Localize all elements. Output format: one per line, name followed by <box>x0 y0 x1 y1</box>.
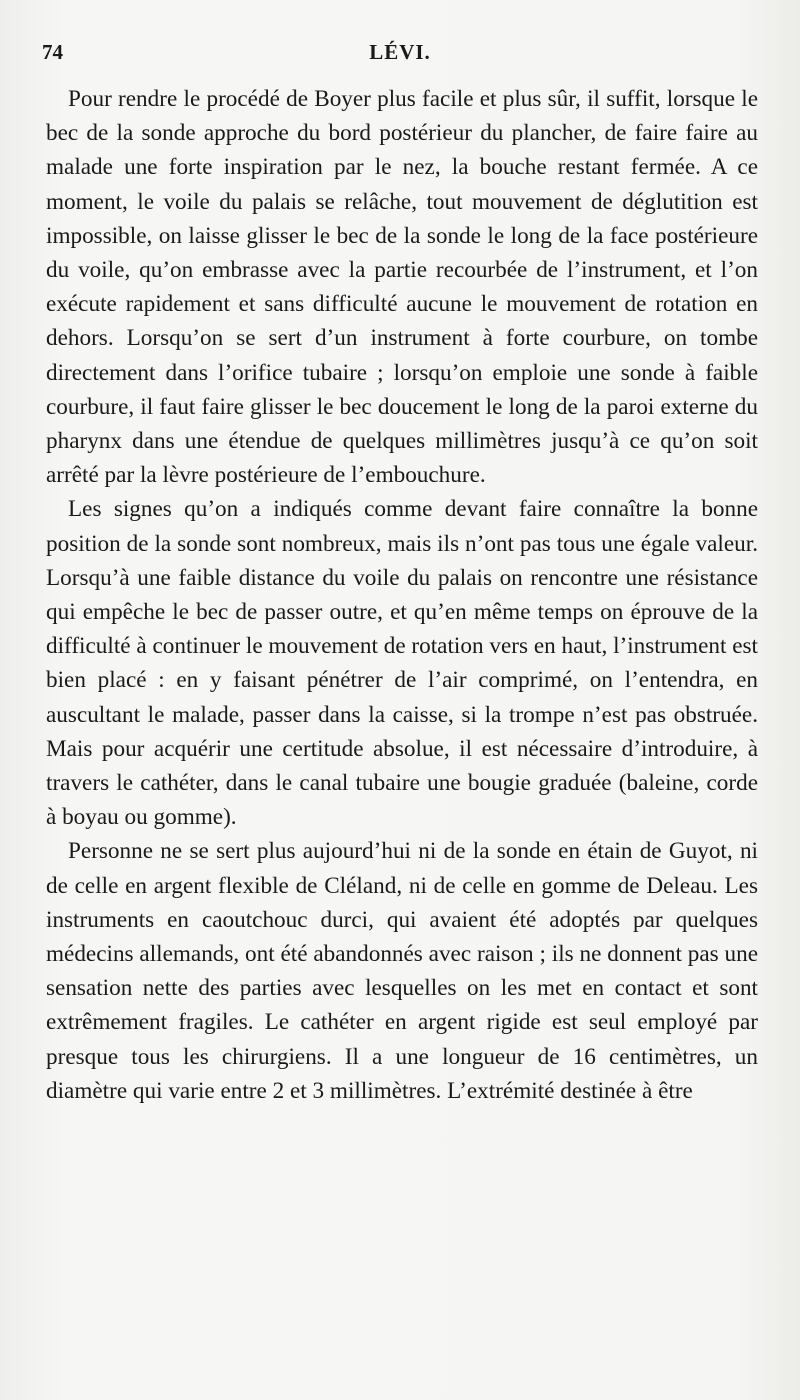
page-number: 74 <box>42 40 63 64</box>
body-text <box>46 82 758 1108</box>
paragraph: Personne ne se sert plus aujourd’hui ni de la sonde en étain de Guyot, ni de celle en argent flexible de Cléland, ni de celle en gomme de Deleau. Les instruments en caoutchouc durci, qui avaient été adoptés par quelques médecins allemands, ont été abandonnés avec raison ; ils ne donnent pas une sensation nette des parties avec lesquelles on les met en contact et sont extrêmement fragiles. Le cathéter en argent rigide est seul employé par presque tous les chirurgiens. Il a une longueur de 16 centimètres, un diamètre qui varie entre 2 et 3 millimètres. L’extrémité destinée à être <box>46 838 758 1104</box>
running-head: LÉVI. <box>369 40 431 64</box>
paragraph: Pour rendre le procédé de Boyer plus facile et plus sûr, il suffit, lorsque le bec de la sonde approche du bord postérieur du plancher, de faire faire au malade une forte inspiration par le nez, la bouche restant fermée. A ce moment, le voile du palais se relâche, tout mouvement de déglutition est impossible, on laisse glisser le bec de la sonde le long de la face postérieure du voile, qu’on embrasse avec la partie recourbée de l’instrument, et l’on exécute rapidement et sans difficulté aucune le mouvement de rotation en dehors. Lorsqu’on se sert d’un instrument à forte courbure, on tombe directement dans l’orifice tubaire ; lorsqu’on emploie une sonde à faible courbure, il faut faire glisser le bec doucement le long de la paroi externe du pharynx dans une étendue de quelques millimètres jusqu’à ce qu’on soit arrêté par la lèvre postérieure de l’embouchure. <box>46 86 758 489</box>
paragraph: Les signes qu’on a indiqués comme devant faire connaître la bonne position de la sonde sont nombreux, mais ils n’ont pas tous une égale valeur. Lorsqu’à une faible distance du voile du palais on rencontre une résistance qui empêche le bec de passer outre, et qu’en même temps on éprouve de la difficulté à continuer le mouvement de rotation vers en haut, l’instrument est bien placé : en y faisant pénétrer de l’air comprimé, on l’entendra, en auscultant le malade, passer dans la caisse, si la trompe n’est pas obstruée. Mais pour acquérir une certitude absolue, il est nécessaire d’introduire, à travers le cathéter, dans le canal tubaire une bougie graduée (baleine, corde à boyau ou gomme). <box>46 496 758 831</box>
page-header <box>42 40 758 70</box>
